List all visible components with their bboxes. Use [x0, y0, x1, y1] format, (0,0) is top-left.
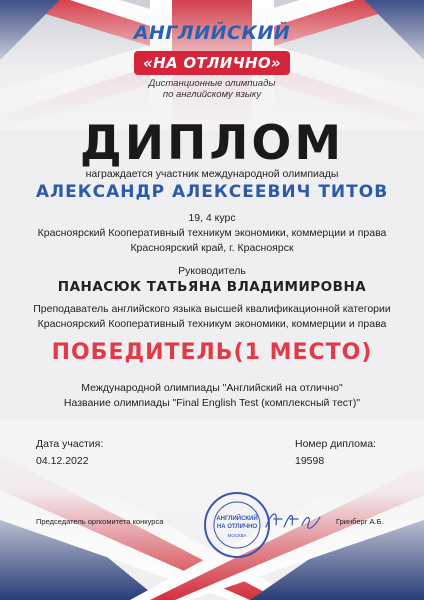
logo-subtitle-line2: по английскому языку [162, 89, 262, 100]
olympiad-name-line: Название олимпиады "Final English Test (комплексный тест)" [63, 397, 361, 409]
stamp-middle-text: НА ОТЛИЧНО [216, 524, 258, 530]
olympiad-line: Международной олимпиады "Английский на отлично" [81, 382, 343, 394]
signer-name: Гринберг А.Б. [336, 517, 384, 526]
number-label: Номер диплома: [295, 438, 376, 450]
signature-icon [262, 505, 324, 533]
diploma-title: ДИПЛОМ [79, 116, 345, 171]
supervisor-label: Руководитель [178, 265, 246, 277]
location-text: Красноярский край, г. Красноярск [130, 242, 294, 254]
number-value: 19598 [295, 455, 325, 467]
date-value: 04.12.2022 [36, 455, 89, 467]
result-title: ПОБЕДИТЕЛЬ(1 МЕСТО) [51, 340, 373, 365]
date-label: Дата участия: [36, 438, 104, 450]
participant-name: АЛЕКСАНДР АЛЕКСЕЕВИЧ ТИТОВ [35, 182, 389, 202]
supervisor-position: Преподаватель английского языка высшей квалификационной категории [33, 303, 391, 315]
awarded-text: награждается участник международной олимпиады [85, 168, 339, 180]
supervisor-name: ПАНАСЮК ТАТЬЯНА ВЛАДИМИРОВНА [57, 279, 367, 295]
logo-top-line: АНГЛИЙСКИЙ [133, 22, 291, 44]
chair-label: Председатель оргкомитета конкурса [36, 517, 164, 526]
logo-box: «НА ОТЛИЧНО» [134, 51, 290, 75]
logo-subtitle-line1: Дистанционные олимпиады [148, 78, 276, 89]
stamp-bottom-text: МОСКВА [227, 533, 247, 538]
course-text: 19, 4 курс [188, 212, 236, 224]
supervisor-institution: Красноярский Кооперативный техникум экономики, коммерции и права [37, 318, 387, 330]
logo-box-wrap [0, 51, 424, 75]
institution-text: Красноярский Кооперативный техникум экономики, коммерции и права [37, 227, 387, 239]
stamp-top-text: АНГЛИЙСКИЙ [216, 516, 258, 522]
